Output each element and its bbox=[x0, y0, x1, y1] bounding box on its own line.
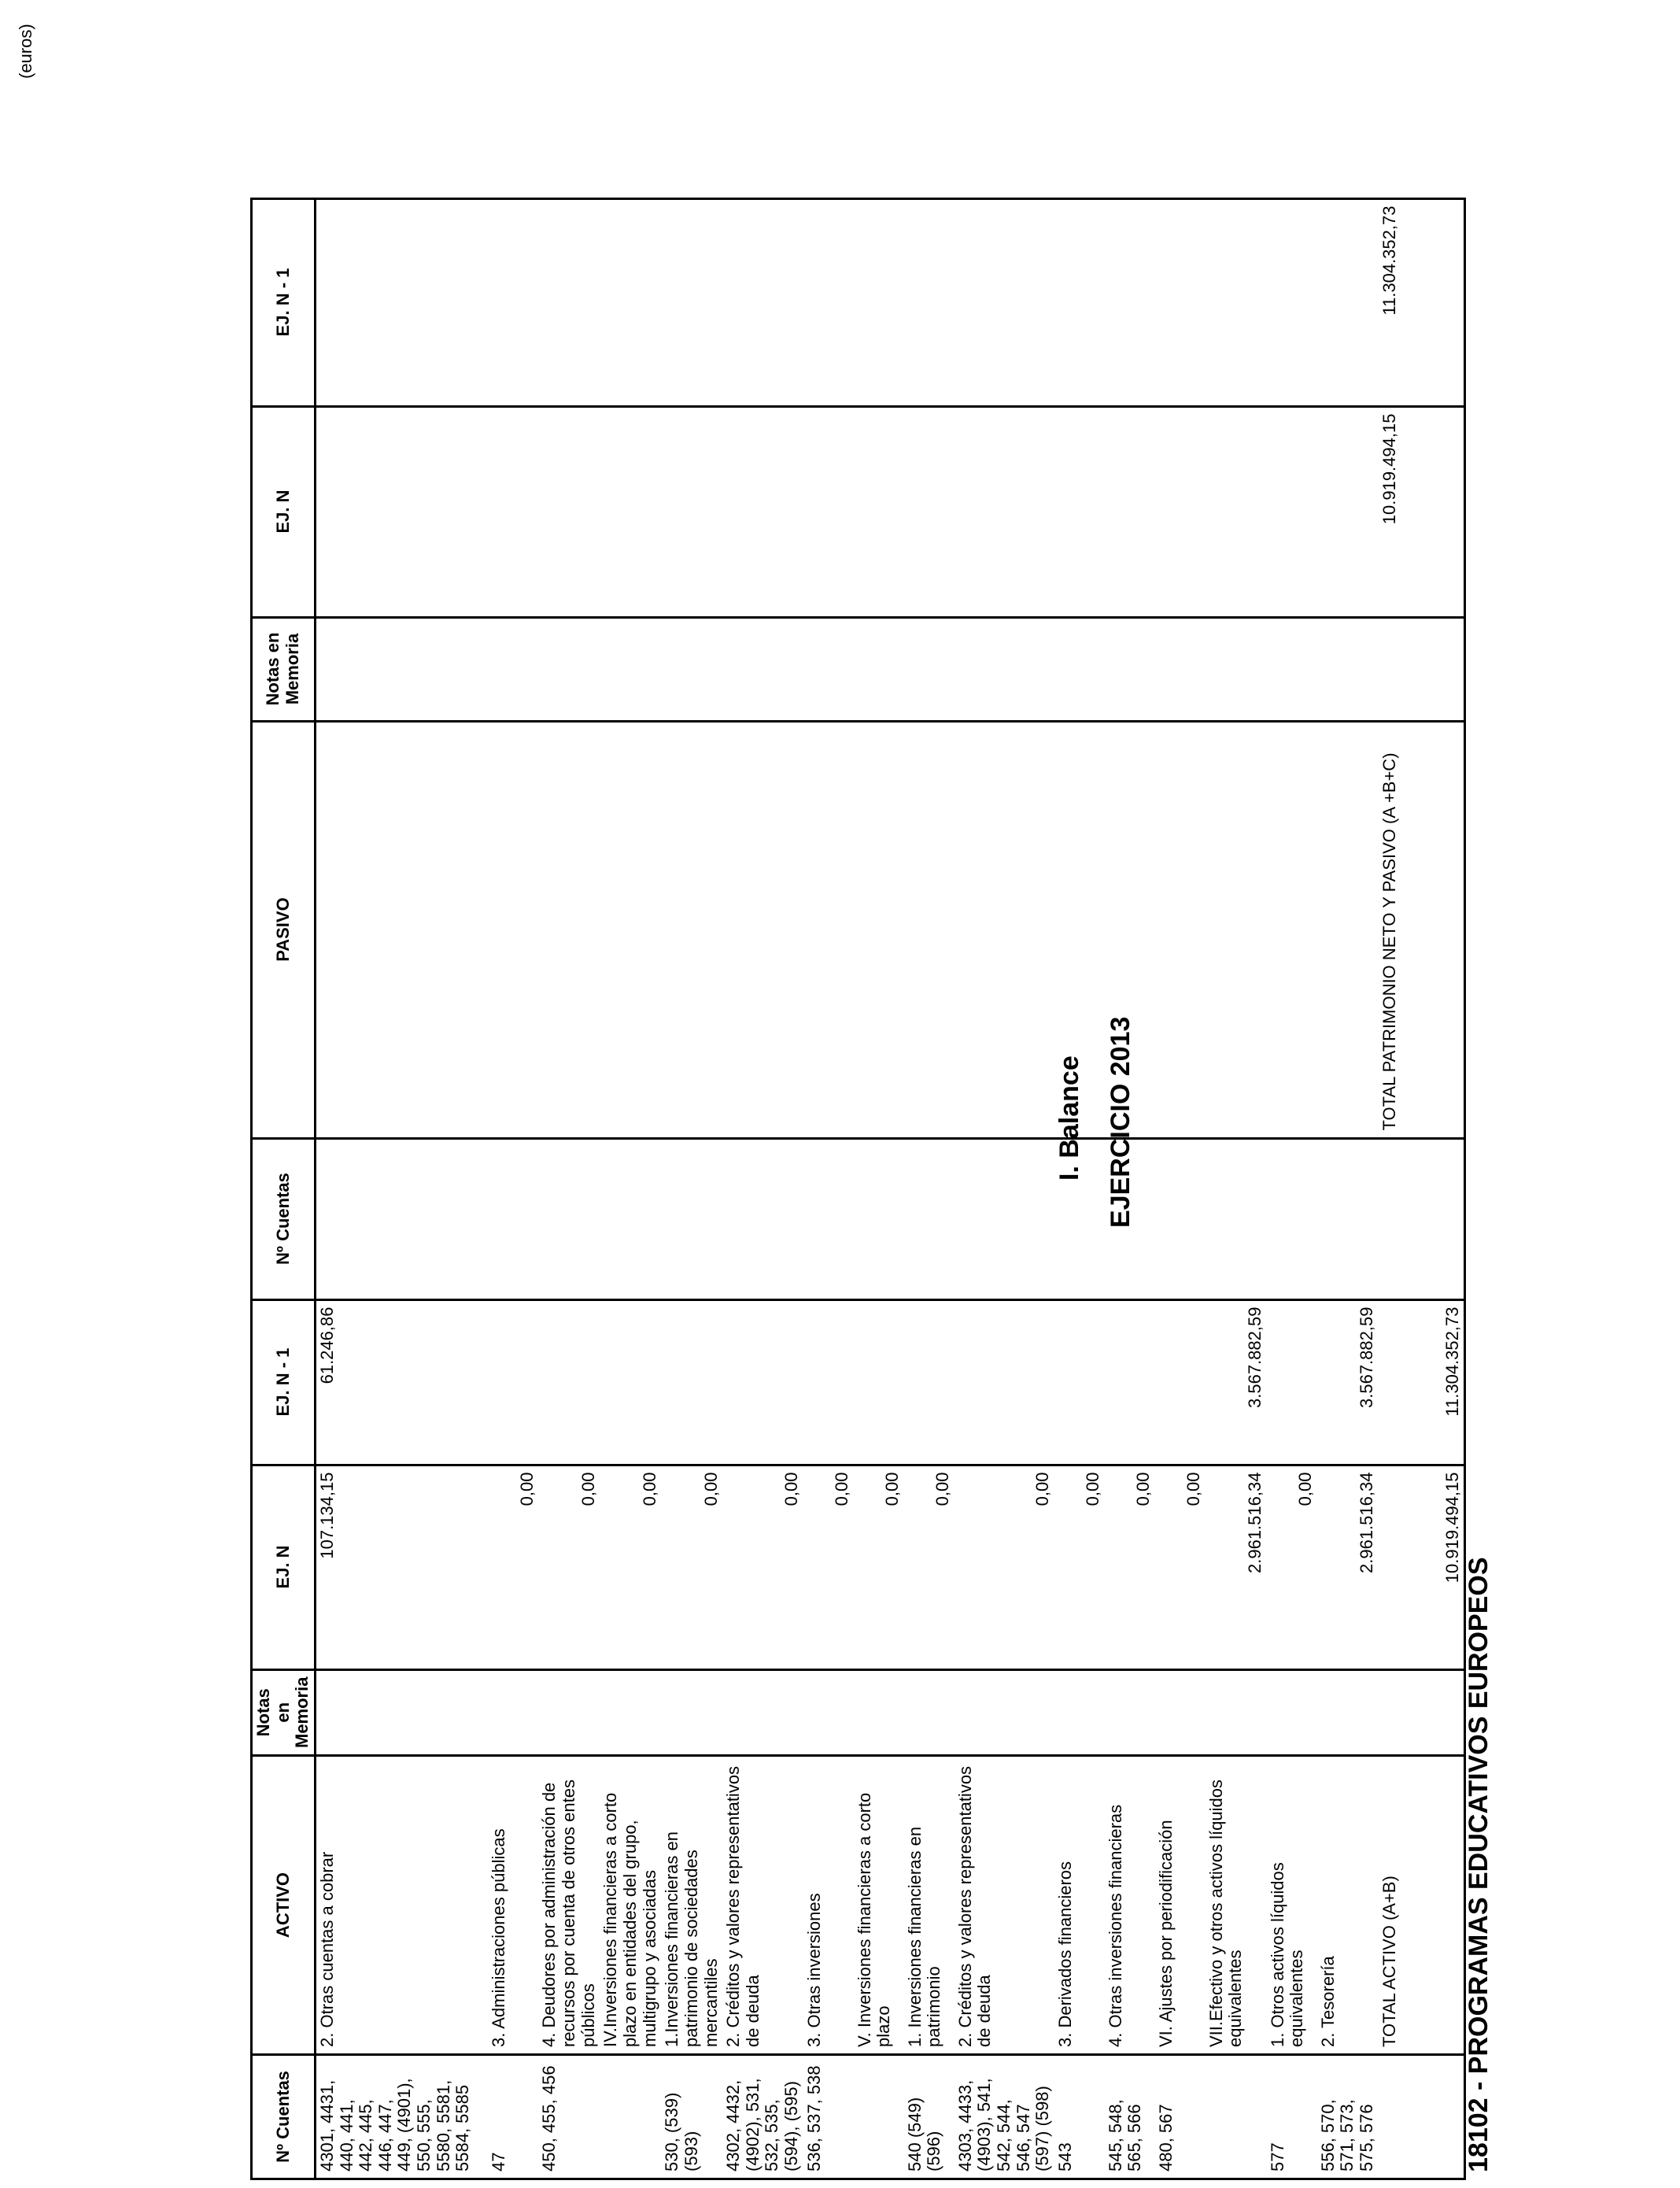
row-cuentas: 543 bbox=[1054, 2055, 1105, 2179]
row-activo-label: 3. Administraciones públicas bbox=[488, 1756, 538, 2055]
row-ej-n-pasivo bbox=[1054, 406, 1105, 617]
row-cuentas-pasivo bbox=[854, 1138, 904, 1299]
row-pasivo-label bbox=[538, 721, 600, 1138]
row-notas bbox=[600, 1669, 661, 1755]
row-cuentas-pasivo bbox=[803, 1138, 854, 1299]
row-ej-n1-pasivo bbox=[803, 198, 854, 406]
row-activo-label: TOTAL ACTIVO (A+B) bbox=[1379, 1756, 1465, 2055]
row-ej-n: 10.919.494,15 bbox=[1379, 1465, 1465, 1669]
row-cuentas-pasivo bbox=[722, 1138, 803, 1299]
row-notas-pasivo bbox=[854, 617, 904, 721]
row-cuentas-pasivo bbox=[1379, 1138, 1465, 1299]
table-row bbox=[1267, 198, 1317, 2179]
row-notas-pasivo bbox=[1155, 617, 1206, 721]
row-notas bbox=[1206, 1669, 1267, 1755]
balance-body bbox=[315, 198, 1464, 2179]
row-cuentas: 4302, 4432, (4902), 531, 532, 535, (594), (595) bbox=[722, 2055, 803, 2179]
row-notas-pasivo bbox=[954, 617, 1054, 721]
row-ej-n1 bbox=[661, 1299, 722, 1465]
row-cuentas: 536, 537, 538 bbox=[803, 2055, 854, 2179]
row-ej-n1: 11.304.352,73 bbox=[1379, 1299, 1465, 1465]
row-cuentas bbox=[1379, 2055, 1465, 2179]
row-ej-n-pasivo bbox=[1206, 406, 1267, 617]
row-ej-n1-pasivo bbox=[1267, 198, 1317, 406]
col-header-ej-n: EJ. N bbox=[252, 1465, 316, 1669]
row-cuentas-pasivo bbox=[1105, 1138, 1155, 1299]
row-notas-pasivo bbox=[1267, 617, 1317, 721]
row-pasivo-label bbox=[1317, 721, 1379, 1138]
table-header-row bbox=[252, 198, 316, 2179]
row-ej-n: 2.961.516,34 bbox=[1206, 1465, 1267, 1669]
row-activo-label: 3. Otras inversiones bbox=[803, 1756, 854, 2055]
table-row bbox=[904, 198, 954, 2179]
row-ej-n1-pasivo bbox=[538, 198, 600, 406]
row-cuentas: 577 bbox=[1267, 2055, 1317, 2179]
col-header-ej-n1: EJ. N - 1 bbox=[252, 1299, 316, 1465]
row-ej-n: 0,00 bbox=[854, 1465, 904, 1669]
row-activo-label: VII.Efectivo y otros activos líquidos equivalentes bbox=[1206, 1756, 1267, 2055]
row-ej-n1 bbox=[954, 1299, 1054, 1465]
row-ej-n-pasivo bbox=[954, 406, 1054, 617]
row-ej-n-pasivo bbox=[722, 406, 803, 617]
row-pasivo-label bbox=[661, 721, 722, 1138]
col-header-pasivo: PASIVO bbox=[252, 721, 316, 1138]
row-cuentas: 545, 548, 565, 566 bbox=[1105, 2055, 1155, 2179]
row-notas bbox=[954, 1669, 1054, 1755]
row-notas bbox=[1379, 1669, 1465, 1755]
row-ej-n1 bbox=[1054, 1299, 1105, 1465]
row-ej-n1-pasivo bbox=[954, 198, 1054, 406]
row-pasivo-label bbox=[1155, 721, 1206, 1138]
row-ej-n1 bbox=[1155, 1299, 1206, 1465]
row-pasivo-label bbox=[722, 721, 803, 1138]
row-ej-n: 0,00 bbox=[904, 1465, 954, 1669]
row-ej-n1 bbox=[904, 1299, 954, 1465]
row-pasivo-label bbox=[488, 721, 538, 1138]
row-cuentas: 47 bbox=[488, 2055, 538, 2179]
row-ej-n-pasivo: 10.919.494,15 bbox=[1379, 406, 1465, 617]
row-ej-n-pasivo bbox=[1155, 406, 1206, 617]
row-notas-pasivo bbox=[600, 617, 661, 721]
row-cuentas: 556, 570, 571, 573, 575, 576 bbox=[1317, 2055, 1379, 2179]
row-notas bbox=[661, 1669, 722, 1755]
row-ej-n1-pasivo bbox=[1155, 198, 1206, 406]
row-ej-n: 0,00 bbox=[661, 1465, 722, 1669]
row-ej-n-pasivo bbox=[661, 406, 722, 617]
row-notas-pasivo bbox=[722, 617, 803, 721]
row-notas-pasivo bbox=[1105, 617, 1155, 721]
row-notas bbox=[1155, 1669, 1206, 1755]
table-row bbox=[722, 198, 803, 2179]
row-ej-n1-pasivo bbox=[488, 198, 538, 406]
col-header-notas: Notas en Memoria bbox=[252, 1669, 316, 1755]
row-ej-n1-pasivo bbox=[1105, 198, 1155, 406]
row-cuentas: 540 (549) (596) bbox=[904, 2055, 954, 2179]
row-cuentas: 4303, 4433, (4903), 541, 542, 544, 546, 547 (597) (598) bbox=[954, 2055, 1054, 2179]
row-ej-n: 0,00 bbox=[1267, 1465, 1317, 1669]
table-row bbox=[600, 198, 661, 2179]
row-ej-n1-pasivo bbox=[722, 198, 803, 406]
row-ej-n-pasivo bbox=[803, 406, 854, 617]
table-row bbox=[954, 198, 1054, 2179]
row-cuentas-pasivo bbox=[315, 1138, 488, 1299]
row-ej-n: 0,00 bbox=[538, 1465, 600, 1669]
col-header-ej-n-pasivo: EJ. N bbox=[252, 406, 316, 617]
row-ej-n-pasivo bbox=[1317, 406, 1379, 617]
row-ej-n: 0,00 bbox=[600, 1465, 661, 1669]
row-cuentas-pasivo bbox=[538, 1138, 600, 1299]
col-header-cuentas-pasivo: Nº Cuentas bbox=[252, 1138, 316, 1299]
row-cuentas-pasivo bbox=[661, 1138, 722, 1299]
row-notas-pasivo bbox=[488, 617, 538, 721]
row-pasivo-label bbox=[803, 721, 854, 1138]
table-row bbox=[488, 198, 538, 2179]
row-notas bbox=[803, 1669, 854, 1755]
table-row bbox=[1155, 198, 1206, 2179]
row-ej-n1-pasivo bbox=[315, 198, 488, 406]
row-notas-pasivo bbox=[1206, 617, 1267, 721]
row-ej-n1 bbox=[1267, 1299, 1317, 1465]
row-activo-label: 1.Inversiones financieras en patrimonio de sociedades mercantiles bbox=[661, 1756, 722, 2055]
row-notas bbox=[1105, 1669, 1155, 1755]
row-cuentas bbox=[854, 2055, 904, 2179]
row-activo-label: V. Inversiones financieras a corto plazo bbox=[854, 1756, 904, 2055]
row-ej-n1-pasivo bbox=[1317, 198, 1379, 406]
col-header-activo: ACTIVO bbox=[252, 1756, 316, 2055]
row-ej-n-pasivo bbox=[315, 406, 488, 617]
row-ej-n1 bbox=[803, 1299, 854, 1465]
row-cuentas-pasivo bbox=[600, 1138, 661, 1299]
row-cuentas: 450, 455, 456 bbox=[538, 2055, 600, 2179]
row-notas bbox=[722, 1669, 803, 1755]
row-activo-label: 2. Créditos y valores representativos de deuda bbox=[954, 1756, 1054, 2055]
row-ej-n: 0,00 bbox=[488, 1465, 538, 1669]
balance-table bbox=[250, 198, 1466, 2180]
row-ej-n1-pasivo bbox=[1206, 198, 1267, 406]
row-ej-n: 107.134,15 bbox=[315, 1465, 488, 1669]
row-notas-pasivo bbox=[538, 617, 600, 721]
row-ej-n-pasivo bbox=[488, 406, 538, 617]
table-row bbox=[538, 198, 600, 2179]
row-activo-label: VI. Ajustes por periodificación bbox=[1155, 1756, 1206, 2055]
row-notas bbox=[538, 1669, 600, 1755]
row-ej-n: 0,00 bbox=[954, 1465, 1054, 1669]
row-activo-label: 2. Otras cuentas a cobrar bbox=[315, 1756, 488, 2055]
row-ej-n1-pasivo bbox=[600, 198, 661, 406]
row-activo-label: 1. Otros activos líquidos equivalentes bbox=[1267, 1756, 1317, 2055]
row-ej-n1 bbox=[1105, 1299, 1155, 1465]
row-ej-n: 0,00 bbox=[722, 1465, 803, 1669]
row-cuentas-pasivo bbox=[1206, 1138, 1267, 1299]
row-ej-n-pasivo bbox=[1105, 406, 1155, 617]
row-notas-pasivo bbox=[315, 617, 488, 721]
table-row bbox=[1379, 198, 1465, 2179]
row-cuentas-pasivo bbox=[1267, 1138, 1317, 1299]
row-ej-n1-pasivo bbox=[854, 198, 904, 406]
row-notas-pasivo bbox=[661, 617, 722, 721]
row-ej-n: 2.961.516,34 bbox=[1317, 1465, 1379, 1669]
row-activo-label: 3. Derivados financieros bbox=[1054, 1756, 1105, 2055]
entity-title: 18102 - PROGRAMAS EDUCATIVOS EUROPEOS bbox=[1464, 1557, 1494, 2172]
row-notas-pasivo bbox=[803, 617, 854, 721]
row-ej-n: 0,00 bbox=[1105, 1465, 1155, 1669]
row-pasivo-label bbox=[1267, 721, 1317, 1138]
row-ej-n-pasivo bbox=[904, 406, 954, 617]
table-row bbox=[803, 198, 854, 2179]
table-row bbox=[1105, 198, 1155, 2179]
row-notas bbox=[904, 1669, 954, 1755]
table-row bbox=[1054, 198, 1105, 2179]
fiscal-year: EJERCICIO 2013 bbox=[1106, 1016, 1135, 1228]
row-pasivo-label bbox=[600, 721, 661, 1138]
row-pasivo-label bbox=[1206, 721, 1267, 1138]
row-pasivo-label bbox=[1105, 721, 1155, 1138]
row-notas bbox=[1317, 1669, 1379, 1755]
row-ej-n: 0,00 bbox=[1155, 1465, 1206, 1669]
table-row bbox=[315, 198, 488, 2179]
row-activo-label: 2. Tesorería bbox=[1317, 1756, 1379, 2055]
row-cuentas-pasivo bbox=[1155, 1138, 1206, 1299]
row-cuentas: 480, 567 bbox=[1155, 2055, 1206, 2179]
page-title: I. Balance bbox=[1054, 1055, 1084, 1181]
row-notas bbox=[488, 1669, 538, 1755]
table-row bbox=[661, 198, 722, 2179]
row-notas bbox=[315, 1669, 488, 1755]
row-ej-n1: 61.246,86 bbox=[315, 1299, 488, 1465]
row-cuentas: 4301, 4431, 440, 441, 442, 445, 446, 447, 449, (4901), 550, 555, 5580, 5581, 5584, 5585 bbox=[315, 2055, 488, 2179]
row-notas bbox=[1267, 1669, 1317, 1755]
row-cuentas-pasivo bbox=[954, 1138, 1054, 1299]
col-header-ej-n1-pasivo: EJ. N - 1 bbox=[252, 198, 316, 406]
row-ej-n: 0,00 bbox=[1054, 1465, 1105, 1669]
row-ej-n1-pasivo bbox=[904, 198, 954, 406]
row-ej-n-pasivo bbox=[1267, 406, 1317, 617]
row-cuentas bbox=[1206, 2055, 1267, 2179]
col-header-cuentas: Nº Cuentas bbox=[252, 2055, 316, 2179]
row-ej-n: 0,00 bbox=[803, 1465, 854, 1669]
row-notas-pasivo bbox=[904, 617, 954, 721]
units-label: (euros) bbox=[16, 24, 35, 79]
row-pasivo-label bbox=[904, 721, 954, 1138]
row-ej-n1 bbox=[854, 1299, 904, 1465]
table-row bbox=[1206, 198, 1267, 2179]
row-ej-n1: 3.567.882,59 bbox=[1206, 1299, 1267, 1465]
row-pasivo-label bbox=[1054, 721, 1105, 1138]
row-ej-n1: 3.567.882,59 bbox=[1317, 1299, 1379, 1465]
row-ej-n1-pasivo bbox=[1054, 198, 1105, 406]
row-ej-n1 bbox=[488, 1299, 538, 1465]
row-ej-n1 bbox=[538, 1299, 600, 1465]
row-activo-label: IV.Inversiones financieras a corto plazo en entidades del grupo, multigrupo y asociadas bbox=[600, 1756, 661, 2055]
row-cuentas-pasivo bbox=[1054, 1138, 1105, 1299]
row-notas bbox=[854, 1669, 904, 1755]
row-cuentas-pasivo bbox=[488, 1138, 538, 1299]
table-row bbox=[854, 198, 904, 2179]
row-activo-label: 2. Créditos y valores representativos de deuda bbox=[722, 1756, 803, 2055]
row-pasivo-label bbox=[854, 721, 904, 1138]
col-header-notas-pasivo: Notas en Memoria bbox=[252, 617, 316, 721]
table-row bbox=[1317, 198, 1379, 2179]
row-ej-n1 bbox=[722, 1299, 803, 1465]
row-cuentas-pasivo bbox=[904, 1138, 954, 1299]
row-cuentas-pasivo bbox=[1317, 1138, 1379, 1299]
row-activo-label: 4. Deudores por administración de recursos por cuenta de otros entes públicos bbox=[538, 1756, 600, 2055]
row-notas-pasivo bbox=[1379, 617, 1465, 721]
row-notas-pasivo bbox=[1054, 617, 1105, 721]
row-ej-n1-pasivo bbox=[661, 198, 722, 406]
row-notas-pasivo bbox=[1317, 617, 1379, 721]
row-notas bbox=[1054, 1669, 1105, 1755]
row-ej-n1-pasivo: 11.304.352,73 bbox=[1379, 198, 1465, 406]
row-pasivo-label bbox=[315, 721, 488, 1138]
row-ej-n-pasivo bbox=[854, 406, 904, 617]
row-pasivo-label: TOTAL PATRIMONIO NETO Y PASIVO (A +B+C) bbox=[1379, 721, 1465, 1138]
row-ej-n-pasivo bbox=[538, 406, 600, 617]
row-activo-label: 4. Otras inversiones financieras bbox=[1105, 1756, 1155, 2055]
row-cuentas bbox=[600, 2055, 661, 2179]
row-activo-label: 1. Inversiones financieras en patrimonio bbox=[904, 1756, 954, 2055]
row-cuentas: 530, (539) (593) bbox=[661, 2055, 722, 2179]
row-pasivo-label bbox=[954, 721, 1054, 1138]
row-ej-n-pasivo bbox=[600, 406, 661, 617]
row-ej-n1 bbox=[600, 1299, 661, 1465]
